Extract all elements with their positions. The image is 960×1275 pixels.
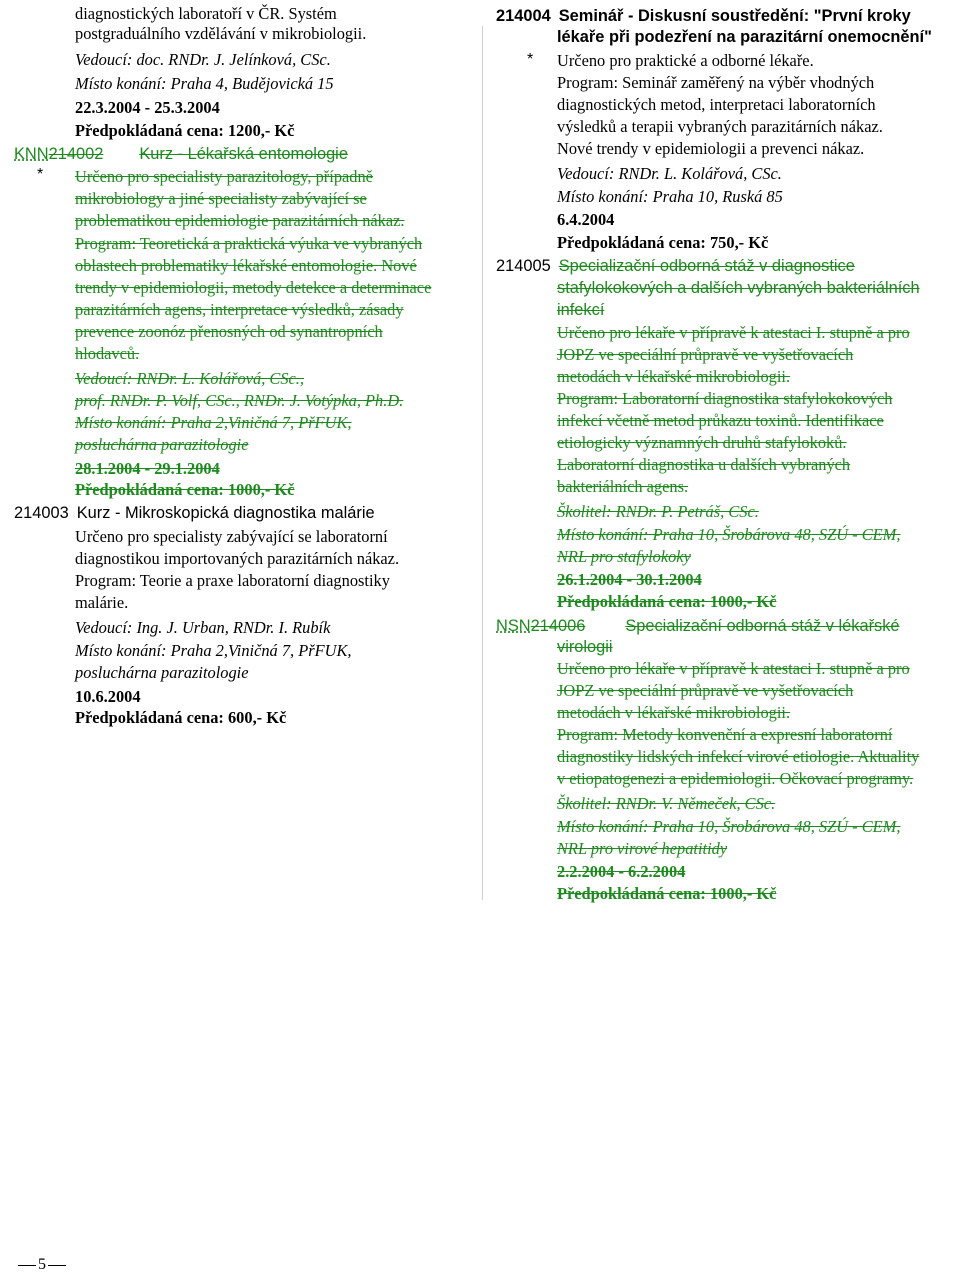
course-date: 26.1.2004 - 30.1.2004 [557,570,702,589]
course-text-line: výsledků a terapii vybraných parazitárních nákaz. [557,117,883,136]
course-text-line: trendy v epidemiologii, metody detekce a determinace [75,278,432,297]
course-place: Místo konání: Praha 2,Viničná 7, PřFUK, [75,413,352,432]
course-text-line: prevence zoonóz přenosných od synantropních [75,322,383,341]
course-text-line: malárie. [75,593,129,612]
course-text-line: etiologicky významných druhů stafylokoků. [557,433,847,452]
course-head: Vedoucí: RNDr. L. Kolářová, CSc. [557,164,782,183]
course-text-line: parazitárních agens, interpretace výsledků, zásady [75,300,404,319]
course-date: 6.4.2004 [557,210,615,229]
column-divider [482,26,483,900]
course-title-cont: virologii [557,638,613,656]
course-date: 28.1.2004 - 29.1.2004 [75,459,220,478]
page-number-value: 5 [38,1256,46,1273]
course-text-line: Určeno pro lékaře v přípravě k atestaci I. stupně a pro [557,659,910,678]
course-head: Školitel: RNDr. P. Petráš, CSc. [557,502,759,521]
course-price: Předpokládaná cena: 1000,- Kč [557,592,777,611]
course-title-cont: infekcí [557,301,605,319]
course-date: 2.2.2004 - 6.2.2004 [557,862,686,881]
course-text-line: Program: Laboratorní diagnostika stafylokokových [557,389,893,408]
course-title: Specializační odborná stáž v diagnostice [558,257,855,275]
course-text-line: hlodavců. [75,344,140,363]
page-number [16,1256,68,1274]
course-title: Seminář - Diskusní soustředění: "První kroky [558,7,911,25]
course-code-prefix: KNN [14,145,49,163]
course-place: Místo konání: Praha 10, Šrobárova 48, SZÚ - CEM, [557,525,901,544]
course-text-line: Program: Teorie a praxe laboratorní diagnostiky [75,571,390,590]
top-course-date: 22.3.2004 - 25.3.2004 [75,98,220,117]
course-code: 214006 [530,617,586,635]
course-header-214006 [496,616,900,636]
course-text-line: Určeno pro praktické a odborné lékaře. [557,51,814,70]
course-title: Kurz - Mikroskopická diagnostika malárie [76,504,375,522]
course-text-line: bakteriálních agens. [557,477,689,496]
course-place: Místo konání: Praha 2,Viničná 7, PřFUK, [75,641,352,660]
course-price: Předpokládaná cena: 750,- Kč [557,233,769,252]
course-header-214003 [14,503,375,523]
course-place: posluchárna parazitologie [75,663,249,682]
course-text-line: diagnostikou importovaných parazitárních nákaz. [75,549,400,568]
course-text-line: metodách v lékařské mikrobiologii. [557,367,791,386]
course-text-line: JOPZ ve speciální průpravě ve vyšetřovacích [557,681,854,700]
course-header-214005 [496,256,855,276]
top-course-head: Vedoucí: doc. RNDr. J. Jelínková, CSc. [75,50,331,69]
bullet-star: * [37,166,44,183]
course-text-line: Nové trendy v epidemiologii a prevenci nákaz. [557,139,865,158]
course-code: 214005 [496,257,551,275]
page-number-dash [18,1265,36,1266]
page-number-dash [48,1265,66,1266]
bullet-star: * [527,51,534,68]
course-text-line: mikrobiology a jiné specialisty zabývající se [75,189,367,208]
course-text-line: Určeno pro lékaře v přípravě k atestaci I. stupně a pro [557,323,910,342]
course-text-line: metodách v lékařské mikrobiologii. [557,703,791,722]
course-title-cont: lékaře při podezření na parazitární onemocnění" [557,28,932,46]
course-head: prof. RNDr. P. Volf, CSc., RNDr. J. Votýpka, Ph.D. [75,391,404,410]
course-header-214004 [496,6,911,26]
course-date: 10.6.2004 [75,687,141,706]
header-gap [103,144,139,164]
course-text-line: JOPZ ve speciální průpravě ve vyšetřovacích [557,345,854,364]
top-course-place: Místo konání: Praha 4, Budějovická 15 [75,74,334,93]
course-title: Kurz - Lékařská entomologie [139,145,348,163]
course-text-line: diagnostických metod, interpretaci laboratorních [557,95,876,114]
course-code: 214002 [48,145,104,163]
course-place: NRL pro stafylokoky [557,547,691,566]
course-place: Místo konání: Praha 10, Šrobárova 48, SZÚ - CEM, [557,817,901,836]
header-gap [585,616,625,636]
course-price: Předpokládaná cena: 600,- Kč [75,708,287,727]
top-text-line: postgraduálního vzdělávání v mikrobiologii. [75,24,367,43]
course-price: Předpokládaná cena: 1000,- Kč [75,480,295,499]
course-text-line: v etiopatogenezi a epidemiologii. Očkovací programy. [557,769,914,788]
course-place: NRL pro virové hepatitidy [557,839,728,858]
course-head: Vedoucí: RNDr. L. Kolářová, CSc., [75,369,305,388]
course-code: 214004 [496,7,551,25]
top-text-line: diagnostických laboratoří v ČR. Systém [75,4,337,23]
course-text-line: problematikou epidemiologie parazitárních nákaz. [75,211,405,230]
course-price: Předpokládaná cena: 1000,- Kč [557,884,777,903]
course-head: Školitel: RNDr. V. Němeček, CSc. [557,794,776,813]
course-text-line: Určeno pro specialisty zabývající se laboratorní [75,527,388,546]
course-text-line: diagnostiky lidských infekcí virové etiologie. Aktuality [557,747,920,766]
course-head: Vedoucí: Ing. J. Urban, RNDr. I. Rubík [75,618,331,637]
course-text-line: Program: Metody konvenční a expresní laboratorní [557,725,893,744]
top-course-price: Předpokládaná cena: 1200,- Kč [75,121,295,140]
course-title-cont: stafylokokových a dalších vybraných bakteriálních [557,279,920,297]
course-text-line: oblastech problematiky lékařské entomologie. Nové [75,256,417,275]
course-text-line: Laboratorní diagnostika u dalších vybraných [557,455,851,474]
course-text-line: Určeno pro specialisty parazitology, případně [75,167,373,186]
course-text-line: infekcí včetně metod průkazu toxinů. Identifikace [557,411,884,430]
course-title: Specializační odborná stáž v lékařské [625,617,900,635]
course-code: 214003 [14,504,69,522]
course-place: posluchárna parazitologie [75,435,249,454]
course-place: Místo konání: Praha 10, Ruská 85 [557,187,783,206]
course-code-prefix: NSN [496,617,531,635]
course-header-214002 [14,144,348,164]
course-text-line: Program: Teoretická a praktická výuka ve vybraných [75,234,423,253]
course-text-line: Program: Seminář zaměřený na výběr vhodných [557,73,875,92]
